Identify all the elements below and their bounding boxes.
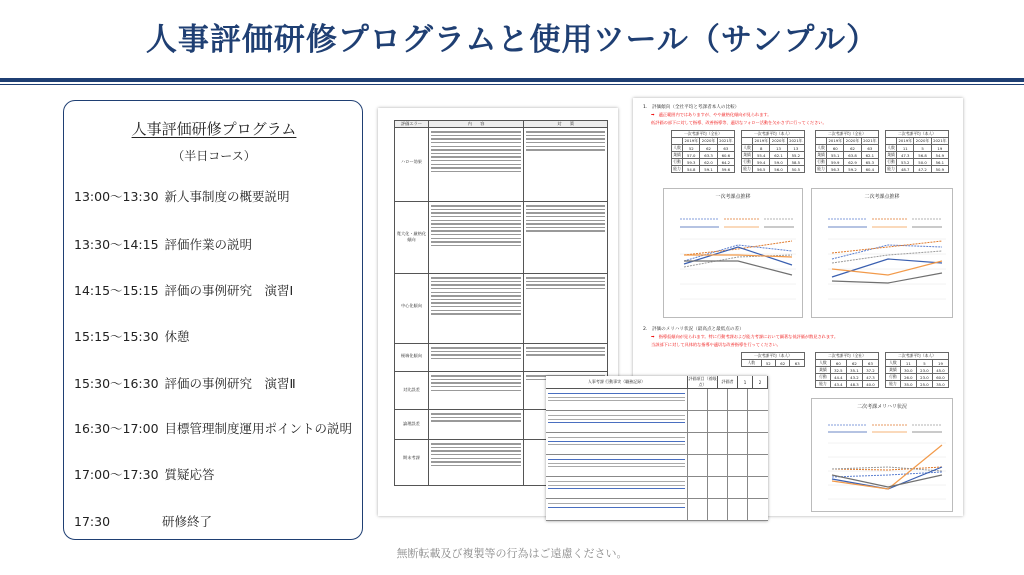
sheet-col: 評価者 xyxy=(718,376,738,388)
sheet-row xyxy=(546,433,768,455)
report-section-1: 1. 評価傾向（全社平均と考課者本人の比較） xyxy=(643,105,740,110)
chart-second-spread xyxy=(811,398,953,512)
schedule-time: 14:15～15:15 xyxy=(74,283,159,298)
table-cell xyxy=(524,128,608,202)
title-rule xyxy=(0,78,1024,82)
schedule-label: 評価の事例研究 演習Ⅰ xyxy=(164,283,294,298)
table-cell: 中心化傾向 xyxy=(395,274,429,344)
schedule-item xyxy=(74,187,290,205)
schedule-label: 質疑応答 xyxy=(164,467,215,482)
chart-first-score-trend xyxy=(663,188,803,318)
sheet-row xyxy=(546,411,768,433)
table-cell xyxy=(428,344,524,372)
report-warning-2a: ➡ 指導仮傾向が見られます。特に行動考課および能力考課において顕著な低評価が散見されます。 xyxy=(651,334,839,339)
schedule-time: 15:30～16:30 xyxy=(74,376,159,391)
spread-table-second-company: 二次考課平均（全社） 人数 60 62 63 業績 32.5 35.1 37.2 行動 44.4 43.2 47.3 能力 43.4 48.3 40.0 xyxy=(815,352,879,388)
schedule-time: 13:30～14:15 xyxy=(74,237,159,252)
chart-title: 二次考課メリハリ状況 xyxy=(857,404,907,410)
sheet-col: 1 xyxy=(738,376,753,388)
program-box xyxy=(63,100,363,540)
table-header: 対 策 xyxy=(524,121,608,128)
table-header: 内 容 xyxy=(428,121,524,128)
table-cell: 対比誤差 xyxy=(395,372,429,410)
table-cell xyxy=(428,202,524,274)
table-cell: 極端化傾向 xyxy=(395,344,429,372)
table-cell xyxy=(524,202,608,274)
table-cell xyxy=(524,274,608,344)
schedule-time: 16:30～17:00 xyxy=(74,421,159,436)
table-cell xyxy=(524,344,608,372)
chart-second-score-trend xyxy=(811,188,953,318)
chart-title: 二次考課点推移 xyxy=(864,194,900,200)
schedule-time: 17:00～17:30 xyxy=(74,467,159,482)
chart-second-svg xyxy=(812,189,954,319)
chart-first-svg xyxy=(664,189,804,319)
report-warning-2b: 当該部下に対して具体的な指導や適切な改善指導を行ってください。 xyxy=(651,342,781,347)
schedule-item xyxy=(74,374,296,392)
schedule-item xyxy=(74,419,352,437)
schedule-label: 評価作業の説明 xyxy=(164,237,253,252)
score-table-first-company: 一次考課平均（全社） 2019年 2020年 2021年 人数 52 62 63 業績 57.0 63.3 60.6 行動 59.3 62.0 64.2 能力 54.8 59.1 59.6 xyxy=(673,131,733,172)
table-cell xyxy=(428,410,524,440)
sheet-title: 人事考課 行動事実（職務記録） xyxy=(546,376,688,388)
report-warning-1a: ➡ 適正範囲内ではありますが、やや厳格化傾向が見られます。 xyxy=(651,112,772,117)
chart-third-svg xyxy=(812,399,954,513)
table-cell: 寛大化・厳格化傾向 xyxy=(395,202,429,274)
schedule-item xyxy=(74,235,252,253)
schedule-time: 15:15～15:30 xyxy=(74,329,159,344)
score-table-second-self: 二次考課平均（本人） 2019年 2020年 2021年 人数 11 5 19 業績 47.3 56.8 54.9 行動 53.2 50.0 56.1 能力 48.7 47.2 50.9 xyxy=(887,131,947,172)
sheet-col: 2 xyxy=(753,376,768,388)
spread-table-first-self: 一次考課平均（本人） 人数 52 62 63 xyxy=(741,352,805,367)
table-cell xyxy=(428,274,524,344)
program-title: 人事評価研修プログラム xyxy=(131,120,297,138)
schedule-time: 13:00～13:30 xyxy=(74,189,159,204)
sheet-row xyxy=(546,455,768,477)
table-cell xyxy=(428,128,524,202)
schedule-item xyxy=(74,512,212,530)
page-title: 人事評価研修プログラムと使用ツール（サンプル） xyxy=(145,22,879,58)
sheet-header xyxy=(546,376,768,389)
schedule-label: 評価の事例研究 演習Ⅱ xyxy=(164,376,296,391)
behavior-record-sheet xyxy=(546,376,768,521)
spread-table-second-self: 二次考課平均（本人） 人数 11 5 19 業績 30.0 23.0 45.0 行動 26.0 23.0 60.0 能力 35.0 25.0 35.0 xyxy=(885,352,949,388)
schedule-item xyxy=(74,327,190,345)
table-cell xyxy=(428,372,524,410)
schedule-label: 休憩 xyxy=(164,329,190,344)
sheet-grid xyxy=(546,389,768,521)
table-cell xyxy=(428,440,524,486)
score-table-second-company: 二次考課平均（全社） 2019年 2020年 2021年 人数 60 62 63 業績 55.1 63.8 62.1 行動 59.9 62.9 65.3 能力 56.3 59.2 60.4 xyxy=(817,131,877,172)
sheet-col: 評価項目（着眼点） xyxy=(688,376,717,387)
title-rule-thin xyxy=(0,84,1024,85)
table-cell: 期末考課 xyxy=(395,440,429,486)
schedule-time: 17:30 xyxy=(74,514,111,529)
table-row xyxy=(395,128,608,202)
report-section-2: 2. 評価のメリハリ状況（最高点と最低点の差） xyxy=(643,327,744,332)
sheet-row xyxy=(546,499,768,521)
sheet-row xyxy=(546,477,768,499)
score-table-first-self: 一次考課平均（本人） 2019年 2020年 2021年 人数 8 13 13 業績 55.4 62.1 55.2 行動 59.4 59.0 58.5 能力 56.5 56.0 50.5 xyxy=(743,131,803,172)
chart-title: 一次考課点推移 xyxy=(715,194,751,200)
table-row xyxy=(395,202,608,274)
table-header: 評価エラー xyxy=(395,121,429,128)
schedule-label: 研修終了 xyxy=(162,514,213,529)
schedule-item xyxy=(74,281,293,299)
table-row xyxy=(395,274,608,344)
schedule-item xyxy=(74,465,215,483)
program-subtitle: （半日コース） xyxy=(172,149,256,163)
table-row xyxy=(395,344,608,372)
schedule-label: 目標管理制度運用ポイントの説明 xyxy=(164,421,353,436)
table-cell: ハロー効果 xyxy=(395,128,429,202)
table-cell: 論理誤差 xyxy=(395,410,429,440)
footer-notice: 無断転載及び複製等の行為はご遠慮ください。 xyxy=(396,547,628,560)
sheet-row xyxy=(546,389,768,411)
report-warning-1b: 低評価の部下に対して指導、改善指導等、適切なフォロー活動を欠かさずに行ってください。 xyxy=(651,120,827,125)
schedule-label: 新人事制度の概要説明 xyxy=(164,189,290,204)
